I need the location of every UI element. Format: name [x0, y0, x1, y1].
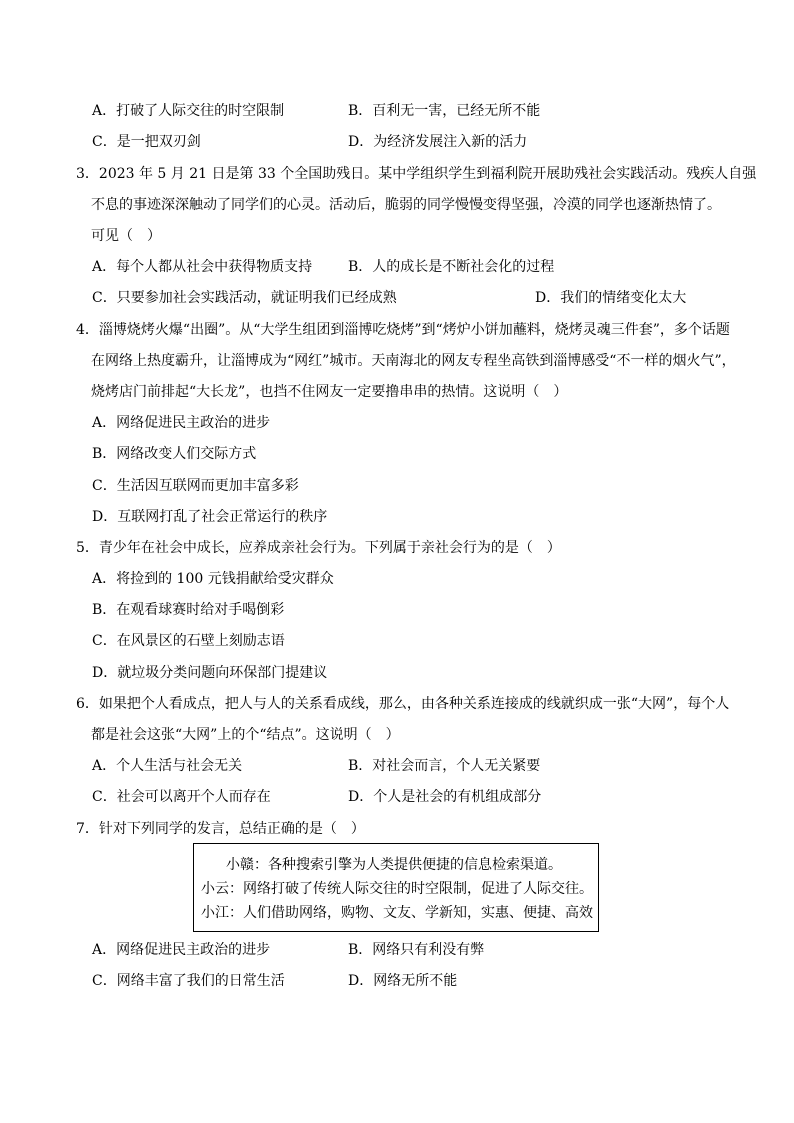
q3-option-b: B．人的成长是不断社会化的过程 [348, 259, 555, 275]
q3-option-d: D．我们的情绪变化太大 [535, 290, 687, 306]
q5-option-a: A．将捡到的 100 元钱捐献给受灾群众 [92, 571, 334, 587]
q2-option-c: C．是一把双刃剑 [92, 134, 201, 150]
q7-quote-xiaogan: 小赣：各种搜索引擎为人类提供便捷的信息检索渠道。 [226, 857, 562, 873]
q5-stem-line-1: 5．青少年在社会中成长，应养成亲社会行为。下列属于亲社会行为的是（ ） [76, 540, 561, 556]
q4-option-c: C．生活因互联网而更加丰富多彩 [92, 478, 299, 494]
q5-option-d: D．就垃圾分类问题向环保部门提建议 [92, 665, 328, 681]
q6-option-b: B．对社会而言，个人无关紧要 [348, 758, 541, 774]
q7-stem-line-1: 7．针对下列同学的发言，总结正确的是（ ） [76, 821, 365, 837]
q7-quote-xiaojiang: 小江：人们借助网络，购物、文友、学新知，实惠、便捷、高效 [201, 905, 593, 921]
q3-stem-line-2: 不息的事迹深深触动了同学们的心灵。活动后，脆弱的同学慢慢变得坚强，冷漠的同学也逐渐热情了。 [91, 197, 721, 213]
q3-stem-line-1: 3．2023 年 5 月 21 日是第 33 个全国助残日。某中学组织学生到福利院开展助残社会实践活动。残疾人自强 [76, 166, 757, 182]
q4-stem-line-3: 烧烤店门前排起“大长龙”，也挡不住网友一定要撸串串的热情。这说明（ ） [91, 384, 568, 400]
q4-option-d: D．互联网打乱了社会正常运行的秩序 [92, 509, 328, 525]
q4-stem-line-2: 在网络上热度霸升，让淄博成为“网红”城市。天南海北的网友专程坐高铁到淄博感受“不一样的烟火气”， [91, 353, 736, 369]
q4-option-b: B．网络改变人们交际方式 [92, 446, 257, 462]
q5-option-b: B．在观看球赛时给对手喝倒彩 [92, 602, 285, 618]
q5-option-c: C．在风景区的石壁上刻励志语 [92, 633, 285, 649]
q3-stem-line-3: 可见（ ） [91, 228, 161, 244]
q6-option-d: D．个人是社会的有机组成部分 [348, 789, 542, 805]
q3-option-c: C．只要参加社会实践活动，就证明我们已经成熟 [92, 290, 397, 306]
q7-quote-box [193, 843, 599, 932]
q6-option-c: C．社会可以离开个人而存在 [92, 789, 271, 805]
q6-option-a: A．个人生活与社会无关 [92, 758, 243, 774]
q2-option-d: D．为经济发展注入新的活力 [348, 134, 528, 150]
q4-option-a: A．网络促进民主政治的进步 [92, 415, 271, 431]
q7-quote-xiaoyun: 小云：网络打破了传统人际交往的时空限制，促进了人际交往。 [201, 881, 593, 897]
q4-stem-line-1: 4．淄博烧烤火爆“出圈”。从“大学生组团到淄博吃烧烤”到“烤炉小饼加蘸料，烧烤灵魂三件套”，多个话题 [76, 322, 730, 338]
q7-option-c: C．网络丰富了我们的日常生活 [92, 973, 285, 989]
q3-option-a: A．每个人都从社会中获得物质支持 [92, 259, 313, 275]
q2-option-a: A．打破了人际交往的时空限制 [92, 103, 285, 119]
q6-stem-line-2: 都是社会这张“大网”上的个“结点”。这说明（ ） [91, 727, 400, 743]
q6-stem-line-1: 6．如果把个人看成点，把人与人的关系看成线，那么，由各种关系连接成的线就织成一张“大网”，每个人 [76, 696, 730, 712]
q7-option-b: B．网络只有利没有弊 [348, 942, 485, 958]
q7-option-d: D．网络无所不能 [348, 973, 458, 989]
q2-option-b: B．百利无一害，已经无所不能 [348, 103, 541, 119]
q7-option-a: A．网络促进民主政治的进步 [92, 942, 271, 958]
